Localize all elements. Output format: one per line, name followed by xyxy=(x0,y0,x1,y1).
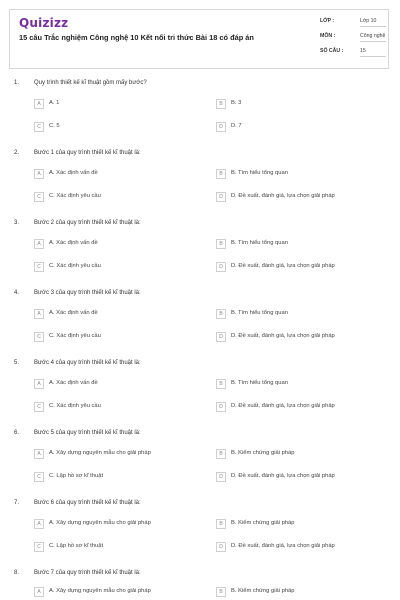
option-letter-box: B xyxy=(216,519,226,529)
option-text: A. Xác định vấn đề xyxy=(49,170,98,176)
option-text: C. Lập hồ sơ kĩ thuật xyxy=(49,473,104,479)
option-text: C. Xác định yêu cầu xyxy=(49,403,101,409)
meta-class-row xyxy=(320,16,386,31)
option-letter-box: A xyxy=(34,379,44,389)
option-text: B. Tìm hiểu tổng quan xyxy=(231,170,288,176)
option-text: D. Đề xuất, đánh giá, lựa chọn giải pháp xyxy=(231,193,335,199)
option-letter-box: A xyxy=(34,449,44,459)
option-letter-box: D xyxy=(216,122,226,132)
option-letter-box: C xyxy=(34,192,44,202)
question-number: 8. xyxy=(14,570,20,576)
question-text: Bước 4 của quy trình thiết kế kĩ thuật là: xyxy=(34,360,141,366)
option-letter-box: B xyxy=(216,379,226,389)
question-block xyxy=(0,80,400,150)
option-text: C. Xác định yêu cầu xyxy=(49,333,101,339)
option-text: C. Xác định yêu cầu xyxy=(49,193,101,199)
option-text: B. Tìm hiểu tổng quan xyxy=(231,240,288,246)
meta-label: MÔN : xyxy=(320,33,336,39)
question-number: 1. xyxy=(14,80,20,86)
worksheet-title: 15 câu Trắc nghiệm Công nghệ 10 Kết nối tri thức Bài 18 có đáp án xyxy=(19,33,254,42)
option-text: B. Tìm hiểu tổng quan xyxy=(231,380,288,386)
option-letter-box: D xyxy=(216,472,226,482)
option-text: A. Xây dựng nguyên mẫu cho giải pháp xyxy=(49,450,151,456)
option-text: D. Đề xuất, đánh giá, lựa chọn giải pháp xyxy=(231,333,335,339)
question-block xyxy=(0,360,400,430)
option-letter-box: D xyxy=(216,402,226,412)
question-number: 4. xyxy=(14,290,20,296)
meta-underline xyxy=(360,26,386,27)
question-block xyxy=(0,290,400,360)
question-text: Bước 3 của quy trình thiết kế kĩ thuật là: xyxy=(34,290,141,296)
option-text: D. 7 xyxy=(231,123,242,129)
meta-label: SỐ CÂU : xyxy=(320,48,344,54)
option-text: D. Đề xuất, đánh giá, lựa chọn giải pháp xyxy=(231,543,335,549)
option-letter-box: A xyxy=(34,309,44,319)
question-text: Bước 5 của quy trình thiết kế kĩ thuật là: xyxy=(34,430,141,436)
option-letter-box: A xyxy=(34,169,44,179)
question-block xyxy=(0,500,400,570)
question-text: Bước 6 của quy trình thiết kế kĩ thuật là: xyxy=(34,500,141,506)
option-text: B. Tìm hiểu tổng quan xyxy=(231,310,288,316)
option-letter-box: C xyxy=(34,542,44,552)
question-text: Bước 1 của quy trình thiết kế kĩ thuật là: xyxy=(34,150,141,156)
option-letter-box: C xyxy=(34,402,44,412)
question-block xyxy=(0,150,400,220)
option-letter-box: C xyxy=(34,332,44,342)
option-letter-box: A xyxy=(34,99,44,109)
option-letter-box: D xyxy=(216,332,226,342)
question-block xyxy=(0,570,400,600)
option-letter-box: A xyxy=(34,587,44,597)
option-letter-box: C xyxy=(34,472,44,482)
option-letter-box: B xyxy=(216,309,226,319)
worksheet-meta xyxy=(320,16,386,61)
question-number: 7. xyxy=(14,500,20,506)
quizizz-logo: Quizizz xyxy=(19,16,69,30)
option-letter-box: B xyxy=(216,169,226,179)
worksheet-header xyxy=(9,9,389,69)
option-letter-box: A xyxy=(34,239,44,249)
question-text: Bước 7 của quy trình thiết kế kĩ thuật là: xyxy=(34,570,141,576)
question-number: 5. xyxy=(14,360,20,366)
question-text: Bước 2 của quy trình thiết kế kĩ thuật là: xyxy=(34,220,141,226)
option-text: B. 3 xyxy=(231,100,242,106)
option-text: B. Kiểm chứng giải pháp xyxy=(231,450,295,456)
option-text: D. Đề xuất, đánh giá, lựa chọn giải pháp xyxy=(231,403,335,409)
meta-underline xyxy=(360,41,386,42)
option-letter-box: D xyxy=(216,542,226,552)
option-letter-box: C xyxy=(34,122,44,132)
option-text: C. Lập hồ sơ kĩ thuật xyxy=(49,543,104,549)
option-text: B. Kiểm chứng giải pháp xyxy=(231,588,295,594)
option-letter-box: D xyxy=(216,192,226,202)
option-text: A. Xác định vấn đề xyxy=(49,240,98,246)
question-block xyxy=(0,220,400,290)
option-letter-box: A xyxy=(34,519,44,529)
meta-label: LỚP : xyxy=(320,18,335,24)
option-letter-box: B xyxy=(216,587,226,597)
question-block xyxy=(0,430,400,500)
option-text: C. 5 xyxy=(49,123,60,129)
meta-count-row xyxy=(320,46,386,61)
option-letter-box: B xyxy=(216,239,226,249)
option-text: A. 1 xyxy=(49,100,60,106)
option-text: A. Xác định vấn đề xyxy=(49,310,98,316)
question-number: 3. xyxy=(14,220,20,226)
option-text: C. Xác định yêu cầu xyxy=(49,263,101,269)
option-letter-box: C xyxy=(34,262,44,272)
option-letter-box: B xyxy=(216,99,226,109)
option-letter-box: D xyxy=(216,262,226,272)
question-text: Quy trình thiết kế kĩ thuật gồm mấy bước? xyxy=(34,80,147,86)
option-text: A. Xác định vấn đề xyxy=(49,380,98,386)
question-number: 2. xyxy=(14,150,20,156)
question-number: 6. xyxy=(14,430,20,436)
option-letter-box: B xyxy=(216,449,226,459)
meta-subject-row xyxy=(320,31,386,46)
meta-underline xyxy=(360,56,386,57)
option-text: A. Xây dựng nguyên mẫu cho giải pháp xyxy=(49,588,151,594)
meta-value: 15 xyxy=(360,48,366,54)
option-text: D. Đề xuất, đánh giá, lựa chọn giải pháp xyxy=(231,473,335,479)
meta-value: Lớp 10 xyxy=(360,18,377,24)
option-text: B. Kiểm chứng giải pháp xyxy=(231,520,295,526)
meta-value: Công nghệ xyxy=(360,33,386,39)
option-text: D. Đề xuất, đánh giá, lựa chọn giải pháp xyxy=(231,263,335,269)
option-text: A. Xây dựng nguyên mẫu cho giải pháp xyxy=(49,520,151,526)
